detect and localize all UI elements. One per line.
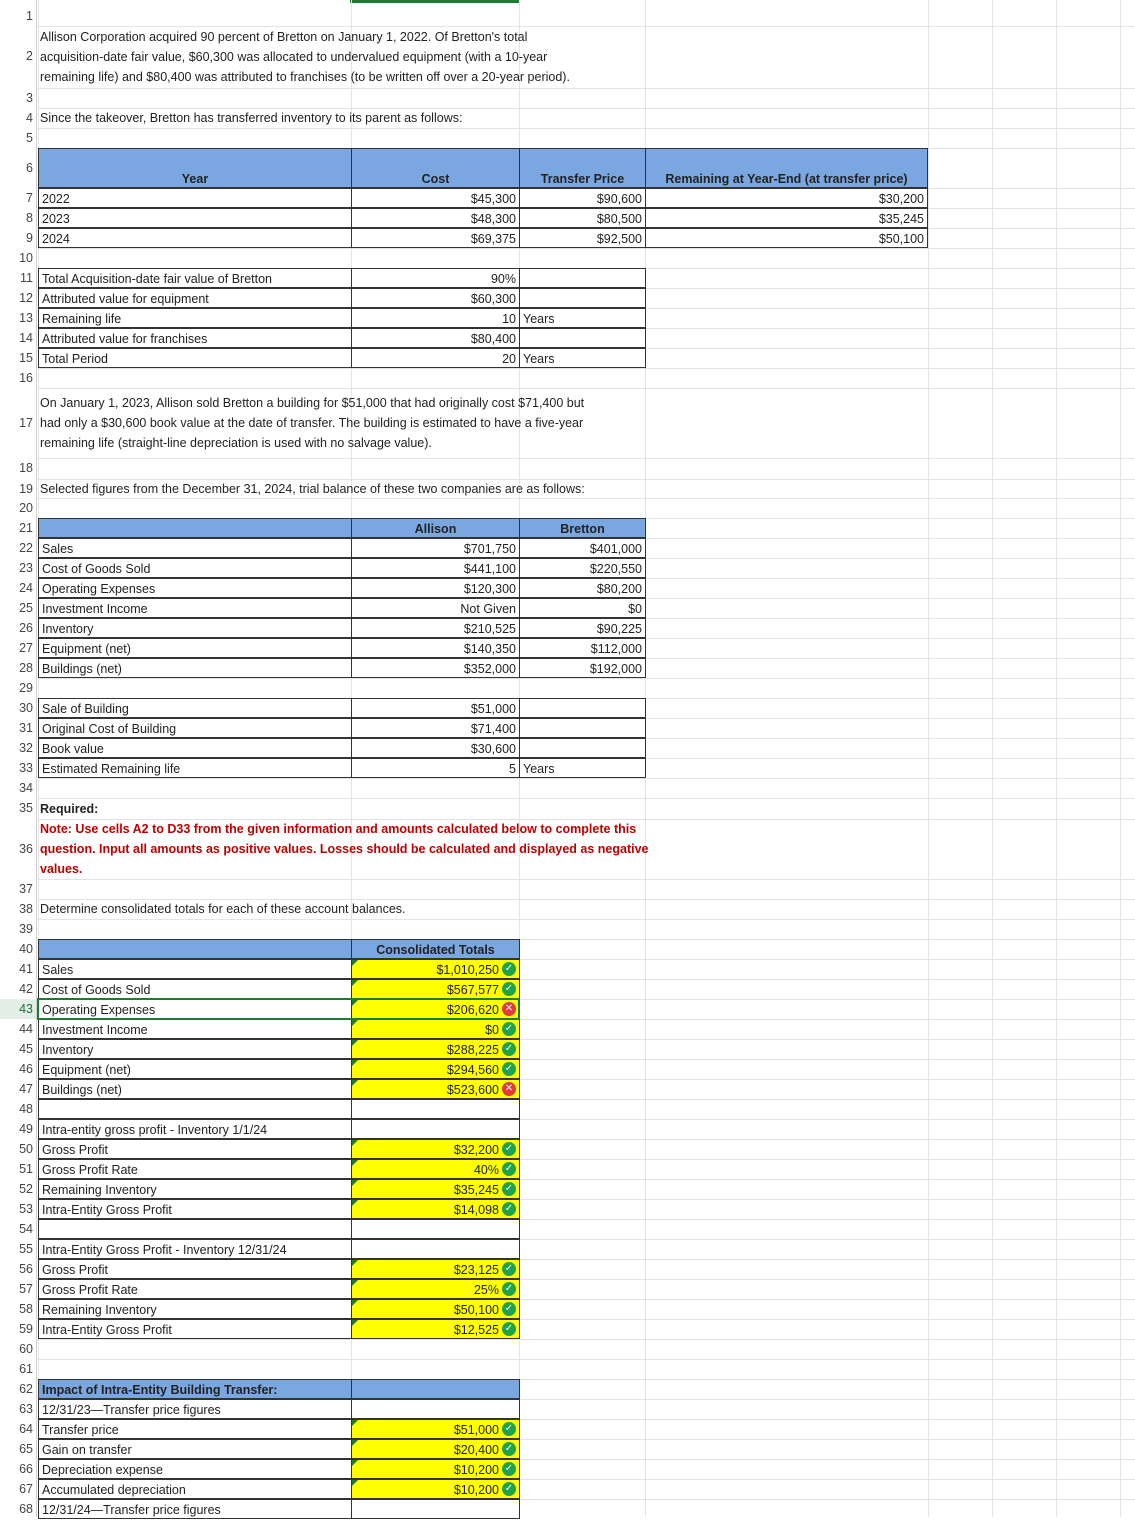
row-number[interactable]: 5 <box>26 131 33 145</box>
section-title[interactable]: Intra-Entity Gross Profit - Inventory 12/31/24 <box>38 1239 352 1259</box>
acq-unit[interactable] <box>519 288 646 308</box>
answer-input[interactable]: $32,200 <box>351 1139 520 1159</box>
acq-value[interactable]: 90% <box>351 268 520 288</box>
row-number[interactable]: 30 <box>19 701 33 715</box>
header-year: Year <box>38 148 352 188</box>
consolidated-header-blank <box>38 939 352 959</box>
row-number[interactable]: 38 <box>19 902 33 916</box>
row-number[interactable]: 67 <box>19 1482 33 1496</box>
comment-marker <box>352 1260 358 1266</box>
section-title[interactable]: Impact of Intra-Entity Building Transfer: <box>38 1379 352 1399</box>
row-number[interactable]: 27 <box>19 641 33 655</box>
row-number[interactable]: 14 <box>19 331 33 345</box>
blank-cell[interactable] <box>351 1379 520 1399</box>
header-cost: Cost <box>351 148 520 188</box>
row-number[interactable]: 64 <box>19 1422 33 1436</box>
answer-label[interactable]: Intra-Entity Gross Profit <box>38 1199 352 1219</box>
comment-marker <box>352 1060 358 1066</box>
row-number[interactable]: 59 <box>19 1322 33 1336</box>
allison-value[interactable]: $352,000 <box>351 658 520 678</box>
answer-label[interactable]: Intra-Entity Gross Profit <box>38 1319 352 1339</box>
row-number[interactable]: 12 <box>19 291 33 305</box>
remaining-cell[interactable]: $50,100 <box>645 228 928 248</box>
year-cell[interactable]: 2024 <box>38 228 352 248</box>
cost-cell[interactable]: $45,300 <box>351 188 520 208</box>
sale-label[interactable]: Book value <box>38 738 352 758</box>
row-number[interactable]: 6 <box>26 161 33 175</box>
row-number[interactable]: 49 <box>19 1122 33 1136</box>
x-circle-icon: ✕ <box>502 1082 516 1096</box>
building-line: On January 1, 2023, Allison sold Bretton a building for $51,000 that had originally cost $71,400 but <box>40 396 585 410</box>
answer-input[interactable]: $294,560 <box>351 1059 520 1079</box>
sale-unit[interactable] <box>519 718 646 738</box>
row-number[interactable]: 35 <box>19 801 33 815</box>
row-number[interactable]: 31 <box>19 721 33 735</box>
row-number[interactable]: 23 <box>19 561 33 575</box>
comment-marker <box>352 1300 358 1306</box>
trial-header-blank <box>38 518 352 538</box>
comment-marker <box>352 1280 358 1286</box>
check-circle-icon: ✓ <box>502 1142 516 1156</box>
answer-input[interactable]: $14,098 <box>351 1199 520 1219</box>
row-number[interactable]: 10 <box>19 251 33 265</box>
sale-label[interactable]: Estimated Remaining life <box>38 758 352 778</box>
row-number[interactable]: 66 <box>19 1462 33 1476</box>
check-circle-icon: ✓ <box>502 1162 516 1176</box>
sale-unit[interactable] <box>519 738 646 758</box>
bretton-value[interactable]: $80,200 <box>519 578 646 598</box>
check-circle-icon: ✓ <box>502 962 516 976</box>
required-note <box>40 819 649 879</box>
transfer-price-cell[interactable]: $92,500 <box>519 228 646 248</box>
acq-unit[interactable] <box>519 328 646 348</box>
header-transfer-price: Transfer Price <box>519 148 646 188</box>
answer-input[interactable]: $10,200 <box>351 1459 520 1479</box>
answer-input[interactable]: $12,525 <box>351 1319 520 1339</box>
answer-label[interactable]: Operating Expenses <box>38 999 352 1019</box>
answer-input[interactable]: $0 <box>351 1019 520 1039</box>
row-number[interactable]: 22 <box>19 541 33 555</box>
answer-label[interactable]: Equipment (net) <box>38 1059 352 1079</box>
check-circle-icon: ✓ <box>502 1442 516 1456</box>
answer-input[interactable]: $567,577 <box>351 979 520 999</box>
acq-unit[interactable] <box>519 268 646 288</box>
section-subtitle[interactable]: 12/31/24—Transfer price figures <box>38 1499 352 1519</box>
row-number[interactable]: 29 <box>19 681 33 695</box>
comment-marker <box>352 1200 358 1206</box>
trial-intro: Selected figures from the December 31, 2024, trial balance of these two companies are as follows: <box>40 482 585 496</box>
row-number[interactable]: 37 <box>19 882 33 896</box>
sale-label[interactable]: Original Cost of Building <box>38 718 352 738</box>
row-number[interactable]: 13 <box>19 311 33 325</box>
row-number[interactable]: 26 <box>19 621 33 635</box>
comment-marker <box>352 980 358 986</box>
acq-label[interactable]: Total Acquisition-date fair value of Bretton <box>38 268 352 288</box>
bretton-value[interactable]: $192,000 <box>519 658 646 678</box>
row-number[interactable]: 57 <box>19 1282 33 1296</box>
trial-label[interactable]: Equipment (net) <box>38 638 352 658</box>
bretton-value[interactable]: $220,550 <box>519 558 646 578</box>
task-text: Determine consolidated totals for each of these account balances. <box>40 902 406 916</box>
row-number[interactable]: 9 <box>26 231 33 245</box>
row-number[interactable]: 60 <box>19 1342 33 1356</box>
check-circle-icon: ✓ <box>502 1182 516 1196</box>
sale-label[interactable]: Sale of Building <box>38 698 352 718</box>
row-number[interactable]: 45 <box>19 1042 33 1056</box>
cost-cell[interactable]: $69,375 <box>351 228 520 248</box>
check-circle-icon: ✓ <box>502 1422 516 1436</box>
section-title[interactable]: Intra-entity gross profit - Inventory 1/1/24 <box>38 1119 352 1139</box>
trial-label[interactable]: Investment Income <box>38 598 352 618</box>
intro-line: Allison Corporation acquired 90 percent of Bretton on January 1, 2022. Of Bretton's total <box>40 30 528 44</box>
answer-label[interactable]: Gross Profit Rate <box>38 1159 352 1179</box>
trial-label[interactable]: Buildings (net) <box>38 658 352 678</box>
row-number[interactable]: 21 <box>19 521 33 535</box>
comment-marker <box>352 1420 358 1426</box>
comment-marker <box>352 1460 358 1466</box>
row-number[interactable]: 51 <box>19 1162 33 1176</box>
answer-input[interactable]: $35,245 <box>351 1179 520 1199</box>
answer-label[interactable]: Gross Profit <box>38 1139 352 1159</box>
row-number[interactable]: 65 <box>19 1442 33 1456</box>
answer-label[interactable]: Gross Profit Rate <box>38 1279 352 1299</box>
check-circle-icon: ✓ <box>502 1202 516 1216</box>
row-number[interactable]: 4 <box>26 111 33 125</box>
row-number[interactable]: 46 <box>19 1062 33 1076</box>
comment-marker <box>352 1140 358 1146</box>
building-line: remaining life (straight-line depreciation is used with no salvage value). <box>40 436 432 450</box>
acq-label[interactable]: Attributed value for equipment <box>38 288 352 308</box>
row-number[interactable]: 42 <box>19 982 33 996</box>
answer-input[interactable]: 40% <box>351 1159 520 1179</box>
comment-marker <box>352 1180 358 1186</box>
comment-marker <box>352 960 358 966</box>
check-circle-icon: ✓ <box>502 1042 516 1056</box>
acq-label[interactable]: Total Period <box>38 348 352 368</box>
row-number[interactable]: 7 <box>26 191 33 205</box>
acq-unit[interactable]: Years <box>519 348 646 368</box>
acq-value[interactable]: $80,400 <box>351 328 520 348</box>
answer-label[interactable]: Gross Profit <box>38 1259 352 1279</box>
note-line: values. <box>40 862 83 876</box>
answer-input[interactable]: $50,100 <box>351 1299 520 1319</box>
row-number[interactable]: 55 <box>19 1242 33 1256</box>
comment-marker <box>352 1040 358 1046</box>
blank-cell[interactable] <box>351 1219 520 1239</box>
year-cell[interactable]: 2023 <box>38 208 352 228</box>
row-number[interactable]: 39 <box>19 922 33 936</box>
answer-input[interactable]: $288,225 <box>351 1039 520 1059</box>
row-number[interactable]: 28 <box>19 661 33 675</box>
transfer-price-cell[interactable]: $90,600 <box>519 188 646 208</box>
x-circle-icon: ✕ <box>502 1002 516 1016</box>
allison-value[interactable]: $120,300 <box>351 578 520 598</box>
row-number[interactable]: 19 <box>19 482 33 496</box>
row-number[interactable]: 34 <box>19 781 33 795</box>
row-number[interactable]: 1 <box>26 9 33 23</box>
comment-marker <box>352 1480 358 1486</box>
blank-cell[interactable] <box>351 1399 520 1419</box>
intro-line: remaining life) and $80,400 was attributed to franchises (to be written off over a 20-year period). <box>40 70 570 84</box>
row-number[interactable]: 58 <box>19 1302 33 1316</box>
answer-label[interactable]: Remaining Inventory <box>38 1299 352 1319</box>
blank-cell[interactable] <box>38 1099 352 1119</box>
comment-marker <box>352 1080 358 1086</box>
remaining-cell[interactable]: $35,245 <box>645 208 928 228</box>
answer-label[interactable]: Buildings (net) <box>38 1079 352 1099</box>
comment-marker <box>352 1160 358 1166</box>
answer-input[interactable]: $23,125 <box>351 1259 520 1279</box>
answer-label[interactable]: Accumulated depreciation <box>38 1479 352 1499</box>
trial-label[interactable]: Sales <box>38 538 352 558</box>
acq-value[interactable]: $60,300 <box>351 288 520 308</box>
answer-label[interactable]: Cost of Goods Sold <box>38 979 352 999</box>
blank-cell[interactable] <box>351 1119 520 1139</box>
acq-unit[interactable]: Years <box>519 308 646 328</box>
row-number[interactable]: 53 <box>19 1202 33 1216</box>
trial-label[interactable]: Operating Expenses <box>38 578 352 598</box>
row-number[interactable]: 63 <box>19 1402 33 1416</box>
allison-value[interactable]: $701,750 <box>351 538 520 558</box>
row-number-gutter <box>0 0 37 1517</box>
acq-label[interactable]: Attributed value for franchises <box>38 328 352 348</box>
check-circle-icon: ✓ <box>502 982 516 996</box>
sale-unit[interactable]: Years <box>519 758 646 778</box>
acq-value[interactable]: 10 <box>351 308 520 328</box>
note-line: question. Input all amounts as positive values. Losses should be calculated and displayed as negative <box>40 842 649 856</box>
blank-cell[interactable] <box>38 1219 352 1239</box>
answer-input[interactable]: $206,620 <box>351 999 520 1019</box>
row-number[interactable]: 15 <box>19 351 33 365</box>
active-cell-selection <box>37 998 520 1020</box>
row-number[interactable]: 40 <box>19 942 33 956</box>
check-circle-icon: ✓ <box>502 1262 516 1276</box>
row-number[interactable]: 17 <box>19 416 33 430</box>
header-bretton: Bretton <box>519 518 646 538</box>
row-number[interactable]: 44 <box>19 1022 33 1036</box>
bretton-value[interactable]: $112,000 <box>519 638 646 658</box>
sale-unit[interactable] <box>519 698 646 718</box>
answer-label[interactable]: Inventory <box>38 1039 352 1059</box>
row-number[interactable]: 47 <box>19 1082 33 1096</box>
transfer-price-cell[interactable]: $80,500 <box>519 208 646 228</box>
bretton-value[interactable]: $90,225 <box>519 618 646 638</box>
row-number[interactable]: 41 <box>19 962 33 976</box>
header-allison: Allison <box>351 518 520 538</box>
bretton-value[interactable]: $401,000 <box>519 538 646 558</box>
year-cell[interactable]: 2022 <box>38 188 352 208</box>
remaining-cell[interactable]: $30,200 <box>645 188 928 208</box>
intro-line: acquisition-date fair value, $60,300 was allocated to undervalued equipment (with a 10-year <box>40 50 548 64</box>
acq-value[interactable]: 20 <box>351 348 520 368</box>
row-number[interactable]: 24 <box>19 581 33 595</box>
row-number[interactable]: 20 <box>19 501 33 515</box>
answer-input[interactable]: $523,600 <box>351 1079 520 1099</box>
allison-value[interactable]: Not Given <box>351 598 520 618</box>
trial-label[interactable]: Inventory <box>38 618 352 638</box>
row-number[interactable]: 3 <box>26 91 33 105</box>
header-remaining: Remaining at Year-End (at transfer price) <box>645 148 928 188</box>
row-number[interactable]: 54 <box>19 1222 33 1236</box>
answer-input[interactable]: $51,000 <box>351 1419 520 1439</box>
building-line: had only a $30,600 book value at the date of transfer. The building is estimated to have a five-year <box>40 416 584 430</box>
row-number[interactable]: 32 <box>19 741 33 755</box>
note-line: Note: Use cells A2 to D33 from the given information and amounts calculated below to complete this <box>40 822 637 836</box>
blank-cell[interactable] <box>351 1499 520 1519</box>
row-number[interactable]: 68 <box>19 1502 33 1516</box>
answer-input[interactable]: $1,010,250 <box>351 959 520 979</box>
row-number[interactable]: 56 <box>19 1262 33 1276</box>
row-number[interactable]: 61 <box>19 1362 33 1376</box>
row-number[interactable]: 8 <box>26 211 33 225</box>
allison-value[interactable]: $441,100 <box>351 558 520 578</box>
bretton-value[interactable]: $0 <box>519 598 646 618</box>
check-circle-icon: ✓ <box>502 1062 516 1076</box>
row-number[interactable]: 48 <box>19 1102 33 1116</box>
answer-label[interactable]: Gain on transfer <box>38 1439 352 1459</box>
check-circle-icon: ✓ <box>502 1322 516 1336</box>
header-consolidated: Consolidated Totals <box>351 939 520 959</box>
cost-cell[interactable]: $48,300 <box>351 208 520 228</box>
row-number[interactable]: 50 <box>19 1142 33 1156</box>
row-number[interactable]: 33 <box>19 761 33 775</box>
sale-value[interactable]: $71,400 <box>351 718 520 738</box>
check-circle-icon: ✓ <box>502 1302 516 1316</box>
row-number[interactable]: 2 <box>26 49 33 63</box>
allison-value[interactable]: $140,350 <box>351 638 520 658</box>
answer-input[interactable]: $10,200 <box>351 1479 520 1499</box>
check-circle-icon: ✓ <box>502 1282 516 1296</box>
comment-marker <box>352 1440 358 1446</box>
row-number[interactable]: 11 <box>20 271 33 285</box>
blank-cell[interactable] <box>351 1239 520 1259</box>
answer-input[interactable]: $20,400 <box>351 1439 520 1459</box>
answer-input[interactable]: 25% <box>351 1279 520 1299</box>
intro-paragraph <box>40 27 570 87</box>
answer-label[interactable]: Sales <box>38 959 352 979</box>
row-number[interactable]: 25 <box>19 601 33 615</box>
section-subtitle[interactable]: 12/31/23—Transfer price figures <box>38 1399 352 1419</box>
check-circle-icon: ✓ <box>502 1482 516 1496</box>
answer-label[interactable]: Transfer price <box>38 1419 352 1439</box>
row-number[interactable]: 18 <box>19 461 33 475</box>
building-paragraph <box>40 393 584 453</box>
row-number[interactable]: 16 <box>19 371 33 385</box>
row-number[interactable]: 52 <box>19 1182 33 1196</box>
allison-value[interactable]: $210,525 <box>351 618 520 638</box>
sale-value[interactable]: 5 <box>351 758 520 778</box>
row-number[interactable]: 36 <box>19 842 33 856</box>
answer-label[interactable]: Investment Income <box>38 1019 352 1039</box>
selected-column-indicator <box>350 0 520 3</box>
answer-label[interactable]: Depreciation expense <box>38 1459 352 1479</box>
acq-label[interactable]: Remaining life <box>38 308 352 328</box>
row-number[interactable]: 43 <box>0 999 36 1019</box>
answer-label[interactable]: Remaining Inventory <box>38 1179 352 1199</box>
transfer-intro: Since the takeover, Bretton has transferred inventory to its parent as follows: <box>40 111 463 125</box>
sale-value[interactable]: $51,000 <box>351 698 520 718</box>
comment-marker <box>352 1020 358 1026</box>
row-number[interactable]: 62 <box>19 1382 33 1396</box>
required-label: Required: <box>40 802 99 816</box>
check-circle-icon: ✓ <box>502 1462 516 1476</box>
comment-marker <box>352 1320 358 1326</box>
sale-value[interactable]: $30,600 <box>351 738 520 758</box>
check-circle-icon: ✓ <box>502 1022 516 1036</box>
trial-label[interactable]: Cost of Goods Sold <box>38 558 352 578</box>
blank-cell[interactable] <box>351 1099 520 1119</box>
